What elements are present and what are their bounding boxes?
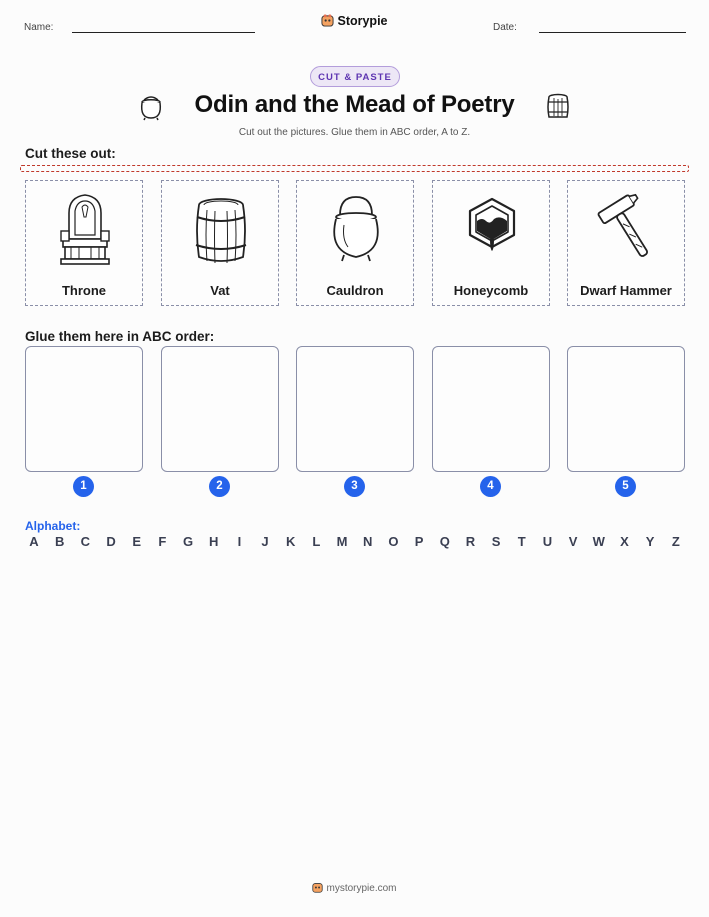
glue-slot-3[interactable] — [296, 346, 414, 472]
slot-number: 2 — [209, 476, 230, 497]
slot-number: 3 — [344, 476, 365, 497]
glue-slot-4[interactable] — [432, 346, 550, 472]
card-label: Honeycomb — [453, 283, 529, 298]
alphabet-letter: Y — [645, 534, 655, 549]
alphabet-letter: A — [29, 534, 39, 549]
alphabet-letter: M — [336, 534, 348, 549]
cut-line — [20, 165, 689, 172]
cauldron-icon — [326, 189, 386, 273]
barrel-icon — [545, 92, 571, 122]
date-line — [539, 32, 686, 33]
alphabet-heading: Alphabet: — [25, 519, 81, 533]
slot-number: 4 — [480, 476, 501, 497]
alphabet-letter: L — [312, 534, 321, 549]
cut-card-throne[interactable] — [25, 180, 143, 306]
storypie-logo-icon — [321, 14, 334, 27]
alphabet-letter: J — [261, 534, 269, 549]
alphabet-letter: Z — [671, 534, 680, 549]
alphabet-letter: G — [182, 534, 194, 549]
alphabet-letter: F — [158, 534, 167, 549]
alphabet-letter: D — [106, 534, 116, 549]
cut-card-dwarf-hammer[interactable] — [567, 180, 685, 306]
alphabet-letter: E — [132, 534, 142, 549]
glue-slot-5[interactable] — [567, 346, 685, 472]
alphabet-row — [25, 534, 685, 549]
alphabet-letter: H — [209, 534, 219, 549]
brand-name: Storypie — [337, 14, 388, 28]
alphabet-letter: W — [592, 534, 605, 549]
alphabet-letter: V — [568, 534, 578, 549]
honeycomb-icon — [462, 189, 522, 273]
card-label: Throne — [61, 283, 107, 298]
alphabet-letter: C — [80, 534, 91, 549]
alphabet-letter: K — [286, 534, 296, 549]
alphabet-letter: B — [54, 534, 65, 549]
cut-heading: Cut these out: — [25, 146, 116, 161]
alphabet-letter: Q — [439, 534, 450, 549]
date-label: Date: — [493, 22, 517, 33]
name-label: Name: — [24, 22, 54, 33]
slot-number: 5 — [615, 476, 636, 497]
alphabet-letter: T — [517, 534, 526, 549]
alphabet-letter: I — [237, 534, 242, 549]
alphabet-letter: O — [388, 534, 399, 549]
footer-url[interactable]: mystorypie.com — [326, 883, 397, 894]
brand-logo — [0, 14, 709, 28]
instructions: Cut out the pictures. Glue them in ABC order, A to Z. — [238, 127, 471, 138]
cut-card-vat[interactable] — [161, 180, 279, 306]
alphabet-letter: N — [363, 534, 373, 549]
name-line — [72, 32, 255, 33]
footer — [0, 882, 709, 894]
storypie-logo-icon — [312, 882, 323, 893]
cut-paste-badge: CUT & PASTE — [310, 66, 400, 87]
slot-number: 1 — [73, 476, 94, 497]
glue-slot-2[interactable] — [161, 346, 279, 472]
hammer-icon — [597, 189, 657, 273]
glue-heading: Glue them here in ABC order: — [25, 329, 215, 344]
alphabet-letter: P — [414, 534, 424, 549]
card-label: Dwarf Hammer — [580, 283, 672, 298]
barrel-icon — [191, 189, 251, 273]
alphabet-letter: X — [620, 534, 629, 549]
cut-card-honeycomb[interactable] — [432, 180, 550, 306]
glue-slot-1[interactable] — [25, 346, 143, 472]
cut-card-cauldron[interactable] — [296, 180, 414, 306]
alphabet-letter: S — [491, 534, 501, 549]
alphabet-letter: U — [542, 534, 553, 549]
alphabet-letter: R — [465, 534, 476, 549]
page-title: Odin and the Mead of Poetry — [194, 91, 515, 118]
card-label: Cauldron — [326, 283, 384, 298]
card-label: Vat — [210, 283, 230, 298]
throne-icon — [55, 189, 115, 273]
